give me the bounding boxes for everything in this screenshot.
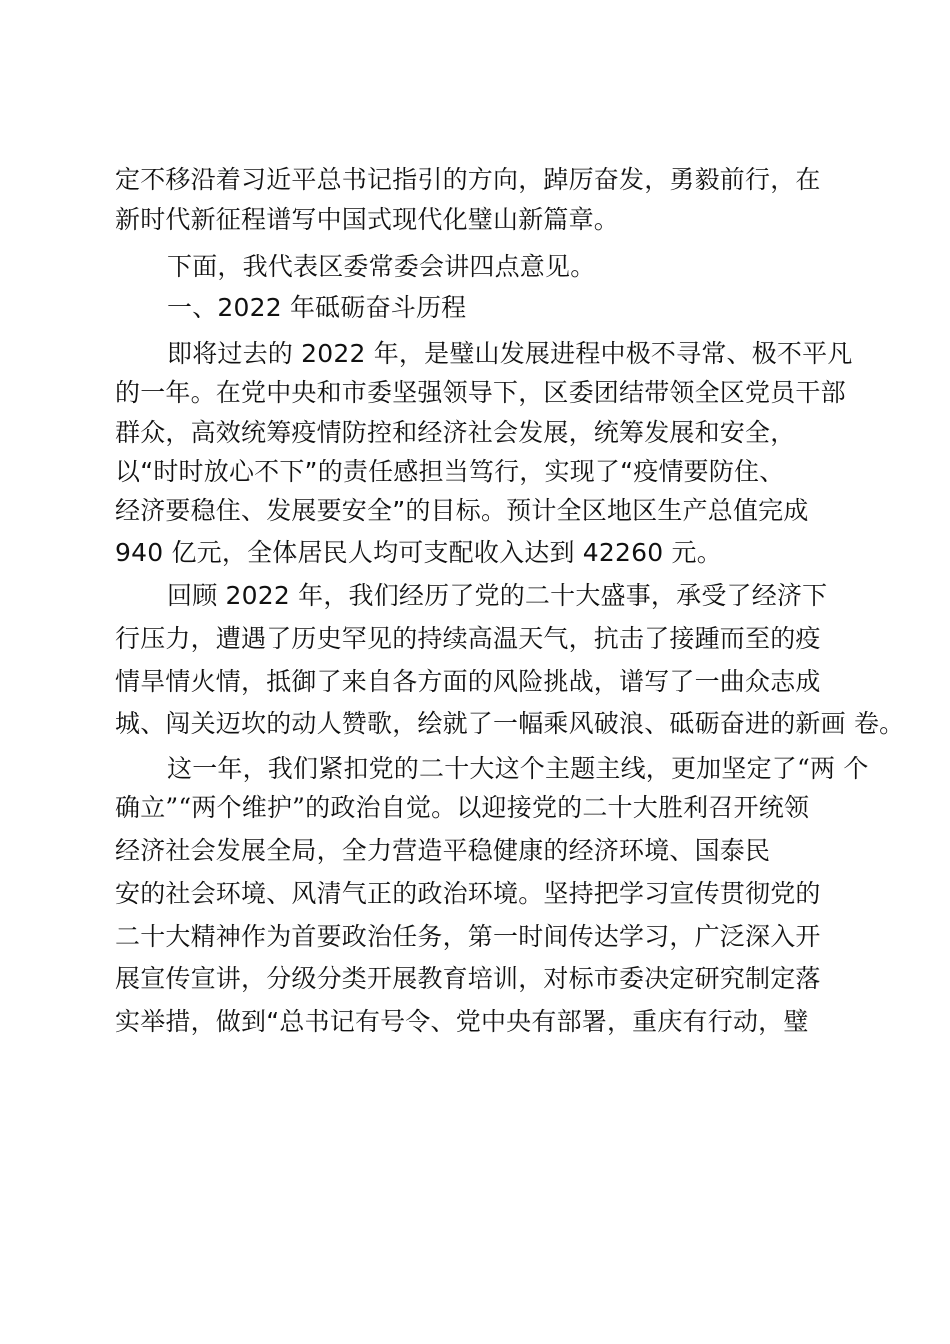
text-line: 新时代新征程谱写中国式现代化璧山新篇章。: [115, 205, 620, 234]
text-line: 经济要稳住、发展要安全”的目标。预计全区地区生产总值完成: [115, 496, 809, 525]
section-heading: 一、2022 年砥砺奋斗历程: [167, 293, 467, 322]
text-line: 安的社会环境、风清气正的政治环境。坚持把学习宣传贯彻党的: [115, 879, 821, 908]
text-line: 二十大精神作为首要政治任务，第一时间传达学习，广泛深入开: [115, 922, 821, 951]
text-line: 确立”“两个维护”的政治自觉。以迎接党的二十大胜利召开统领: [115, 793, 810, 822]
text-line: 群众，高效统筹疫情防控和经济社会发展，统筹发展和安全，: [115, 418, 796, 447]
text-line: 实举措，做到“总书记有号令、党中央有部署，重庆有行动，璧: [115, 1007, 809, 1036]
text-line: 的一年。在党中央和市委坚强领导下，区委团结带领全区党员干部: [115, 378, 846, 407]
text-line: 即将过去的 2022 年，是璧山发展进程中极不寻常、极不平凡: [167, 339, 853, 368]
text-line: 940 亿元，全体居民人均可支配收入达到 42260 元。: [115, 538, 722, 567]
text-line: 情旱情火情，抵御了来自各方面的风险挑战，谱写了一曲众志成: [115, 667, 821, 696]
text-line: 展宣传宣讲，分级分类开展教育培训，对标市委决定研究制定落: [115, 964, 821, 993]
text-line: 以“时时放心不下”的责任感担当笃行，实现了“疫情要防住、: [115, 457, 785, 486]
text-line: 下面，我代表区委常委会讲四点意见。: [167, 252, 596, 281]
text-line: 定不移沿着习近平总书记指引的方向，踔厉奋发，勇毅前行，在: [115, 165, 821, 194]
text-line: 行压力，遭遇了历史罕见的持续高温天气，抗击了接踵而至的疫: [115, 624, 821, 653]
text-line: 这一年，我们紧扣党的二十大这个主题主线，更加坚定了“两 个: [167, 754, 869, 783]
text-line: 城、闯关迈坎的动人赞歌，绘就了一幅乘风破浪、砥砺奋进的新画 卷。: [115, 709, 905, 738]
text-line: 经济社会发展全局，全力营造平稳健康的经济环境、国泰民: [115, 836, 771, 865]
text-line: 回顾 2022 年，我们经历了党的二十大盛事，承受了经济下: [167, 581, 828, 610]
